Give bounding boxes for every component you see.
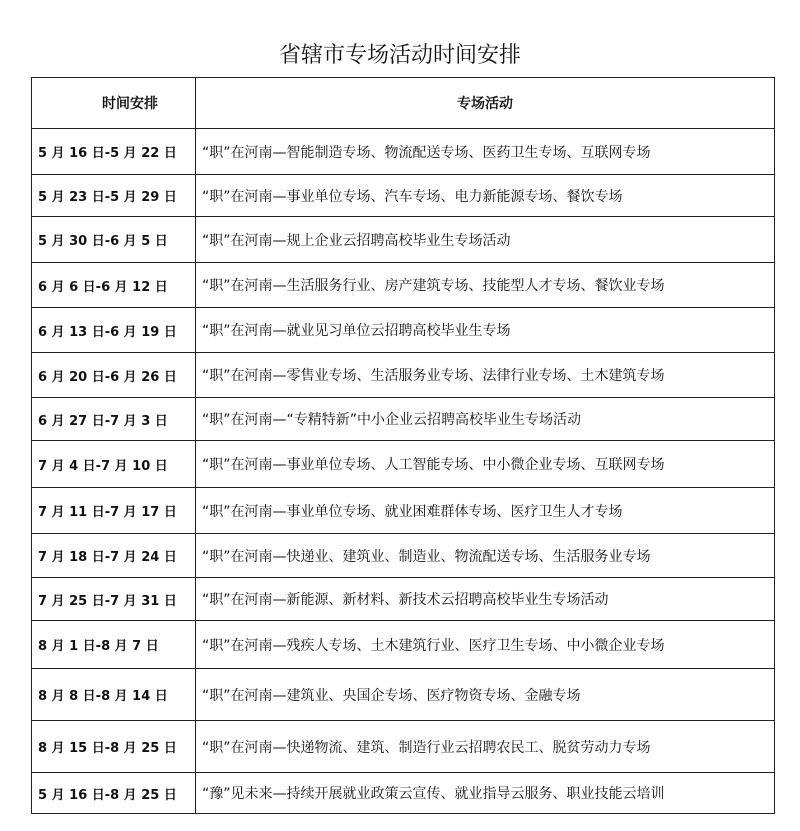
time-cell: 5 月 16 日-5 月 22 日 <box>32 129 196 175</box>
time-cell: 8 月 15 日-8 月 25 日 <box>32 721 196 773</box>
activity-cell: “职”在河南—快递物流、建筑、制造行业云招聘农民工、脱贫劳动力专场 <box>196 721 775 773</box>
activity-cell: “职”在河南—新能源、新材料、新技术云招聘高校毕业生专场活动 <box>196 578 775 621</box>
table-row <box>32 578 775 621</box>
time-cell: 7 月 18 日-7 月 24 日 <box>32 534 196 578</box>
table-row <box>32 721 775 773</box>
table-row <box>32 669 775 721</box>
activity-cell: “职”在河南—规上企业云招聘高校毕业生专场活动 <box>196 217 775 263</box>
activity-cell: “职”在河南—生活服务行业、房产建筑专场、技能型人才专场、餐饮业专场 <box>196 263 775 308</box>
time-cell: 5 月 23 日-5 月 29 日 <box>32 175 196 217</box>
schedule-table <box>31 77 775 814</box>
time-cell: 6 月 27 日-7 月 3 日 <box>32 398 196 441</box>
time-cell: 7 月 4 日-7 月 10 日 <box>32 441 196 488</box>
time-cell: 7 月 11 日-7 月 17 日 <box>32 488 196 534</box>
time-cell: 7 月 25 日-7 月 31 日 <box>32 578 196 621</box>
table-row <box>32 398 775 441</box>
activity-cell: “职”在河南—残疾人专场、土木建筑行业、医疗卫生专场、中小微企业专场 <box>196 621 775 669</box>
time-cell: 8 月 8 日-8 月 14 日 <box>32 669 196 721</box>
table-row <box>32 773 775 814</box>
table-row <box>32 621 775 669</box>
activity-cell: “职”在河南—就业见习单位云招聘高校毕业生专场 <box>196 308 775 353</box>
table-row <box>32 353 775 398</box>
table-row <box>32 488 775 534</box>
document-title: 省辖市专场活动时间安排 <box>278 43 521 68</box>
time-cell: 6 月 6 日-6 月 12 日 <box>32 263 196 308</box>
time-cell: 6 月 20 日-6 月 26 日 <box>32 353 196 398</box>
table-header-row <box>32 78 775 129</box>
activity-cell: “豫”见未来—持续开展就业政策云宣传、就业指导云服务、职业技能云培训 <box>196 773 775 814</box>
activity-cell: “职”在河南—事业单位专场、就业困难群体专场、医疗卫生人才专场 <box>196 488 775 534</box>
table-row <box>32 129 775 175</box>
table-row <box>32 441 775 488</box>
table-row <box>32 534 775 578</box>
activity-cell: “职”在河南—事业单位专场、人工智能专场、中小微企业专场、互联网专场 <box>196 441 775 488</box>
activity-cell: “职”在河南—事业单位专场、汽车专场、电力新能源专场、餐饮专场 <box>196 175 775 217</box>
table-row <box>32 175 775 217</box>
header-time: 时间安排 <box>32 78 196 129</box>
time-cell: 6 月 13 日-6 月 19 日 <box>32 308 196 353</box>
header-activity: 专场活动 <box>196 78 775 129</box>
time-cell: 8 月 1 日-8 月 7 日 <box>32 621 196 669</box>
time-cell: 5 月 16 日-8 月 25 日 <box>32 773 196 814</box>
activity-cell: “职”在河南—智能制造专场、物流配送专场、医药卫生专场、互联网专场 <box>196 129 775 175</box>
activity-cell: “职”在河南—零售业专场、生活服务业专场、法律行业专场、土木建筑专场 <box>196 353 775 398</box>
time-cell: 5 月 30 日-6 月 5 日 <box>32 217 196 263</box>
table-row <box>32 263 775 308</box>
table-row <box>32 308 775 353</box>
activity-cell: “职”在河南—快递业、建筑业、制造业、物流配送专场、生活服务业专场 <box>196 534 775 578</box>
activity-cell: “职”在河南—“专精特新”中小企业云招聘高校毕业生专场活动 <box>196 398 775 441</box>
activity-cell: “职”在河南—建筑业、央国企专场、医疗物资专场、金融专场 <box>196 669 775 721</box>
table-row <box>32 217 775 263</box>
